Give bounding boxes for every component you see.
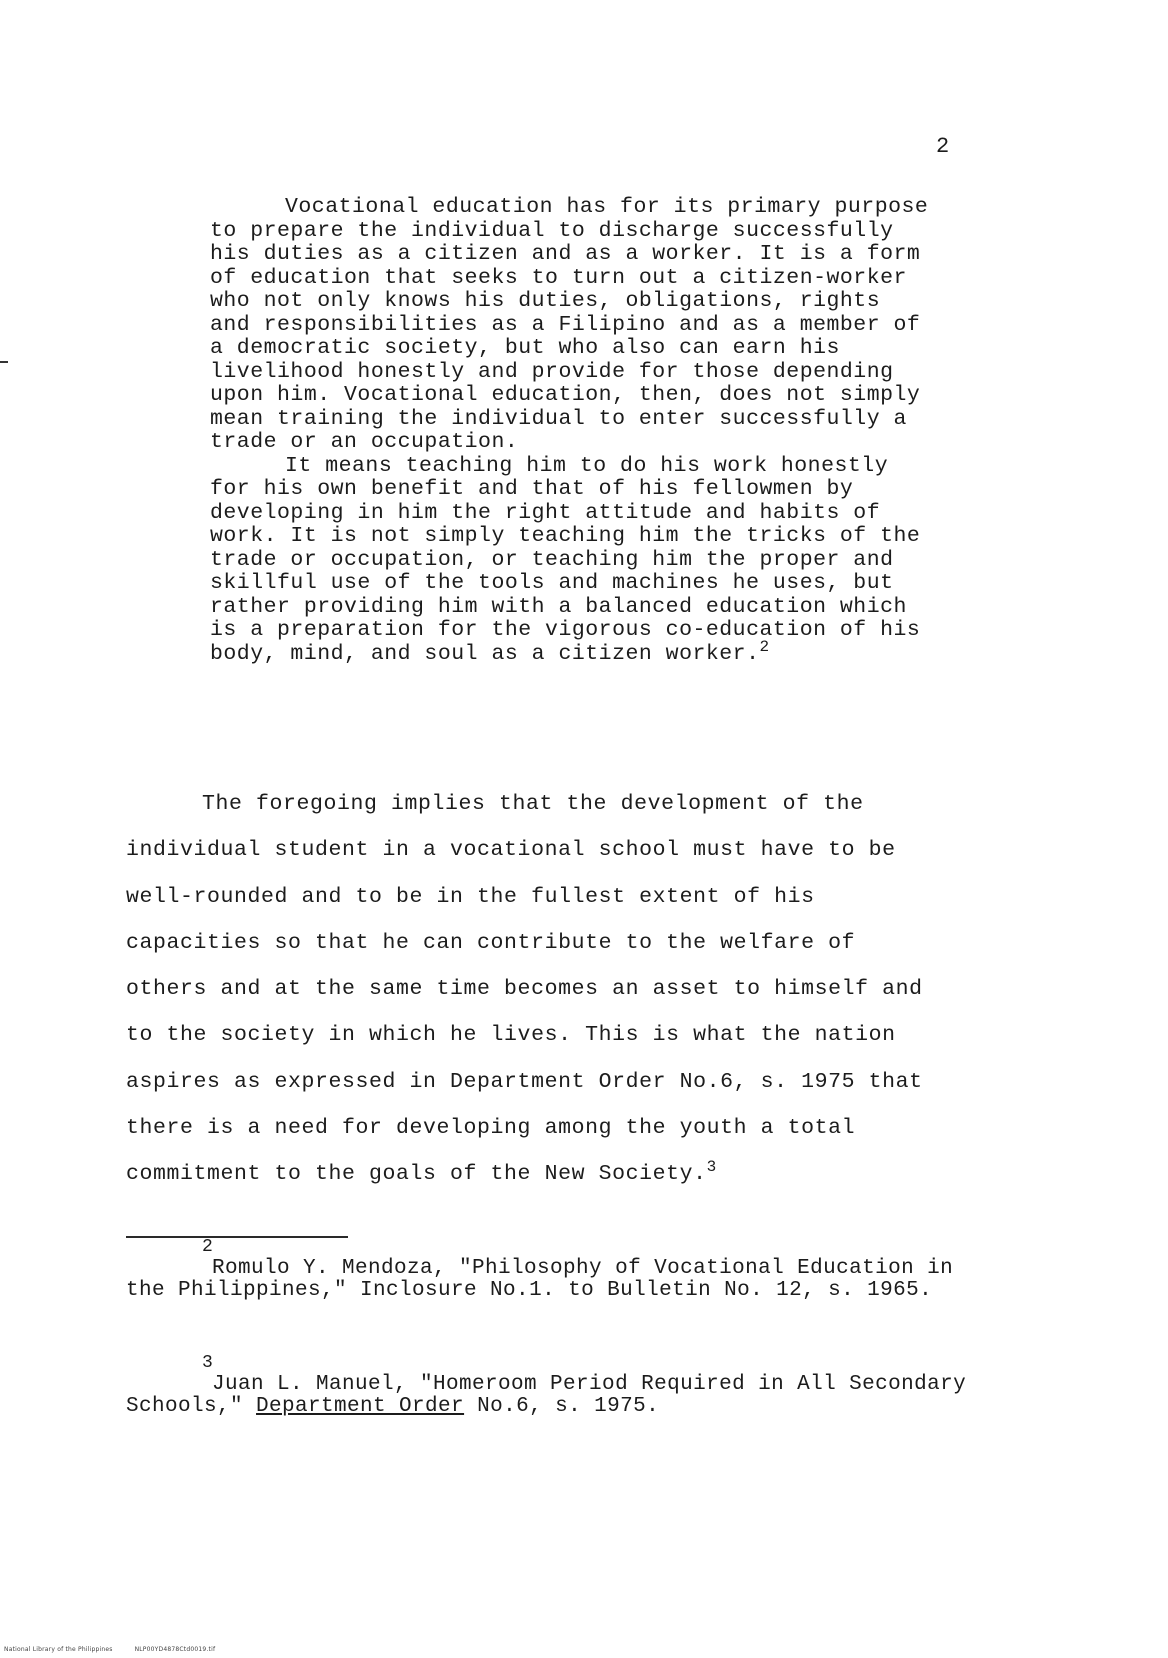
footnote-3-marker: 3 — [202, 1353, 214, 1373]
quote-paragraph-1-text: Vocational education has for its primary purpose to prepare the individual to discharge successfully his duties as a citizen and as a worker. It is a form of education that seeks to turn out a citizen-worker who not only knows his duties, obligations, rights and responsibilities as a Filipino and as a member of a democratic society, but who also can earn his livelihood honestly and provide for those depending upon him. Vocational education, then, does not simply mean training the individual to enter successfully a trade or an occupation. — [210, 195, 929, 454]
margin-mark — [0, 361, 8, 363]
footnote-3-text-before: Juan L. Manuel, "Homeroom Period Required in All Secondary Schools," — [126, 1373, 967, 1418]
quote-paragraph-1 — [210, 196, 930, 455]
footnote-2 — [126, 1236, 996, 1302]
body-paragraph-text: The foregoing implies that the development of the individual student in a vocational school must have to be well-rounded and to be in the fullest extent of his capacities so that he can contribute to the welfare of others and at the same time becomes an asset to himself and to the society in which he lives. This is what the nation aspires as expressed in Department Order No.6, s. 1975 that there is a need for developing among the youth a total commitment to the goals of the New Society. — [126, 792, 923, 1187]
quote-paragraph-2 — [210, 455, 930, 667]
body-paragraph — [126, 781, 946, 1198]
footnote-2-text: Romulo Y. Mendoza, "Philosophy of Vocational Education in the Philippines," Inclosure No.1. to Bulletin No. 12, s. 1965. — [126, 1257, 954, 1302]
footnote-3 — [126, 1352, 996, 1418]
footnote-3-underlined-title: Department Order — [256, 1395, 465, 1418]
footnote-3-text — [126, 1374, 996, 1418]
footnote-ref-3: 3 — [706, 1158, 717, 1177]
footnote-3-text-after: No.6, s. 1975. — [464, 1395, 660, 1418]
quote-paragraph-2-text: It means teaching him to do his work honestly for his own benefit and that of his fellowmen by developing in him the right attitude and habits of work. It is not simply teaching him the tricks of the trade or occupation, or teaching him the proper and skillful use of the tools and machines he uses, but rather providing him with a balanced education which is a preparation for the vigorous co-education of his body, mind, and soul as a citizen worker. — [210, 453, 921, 666]
footnote-2-marker: 2 — [202, 1237, 214, 1257]
footnote-ref-2: 2 — [759, 637, 770, 656]
scan-footer — [4, 1646, 215, 1653]
scan-footer-file-id: NLP00YD4878Ctd0019.tif — [134, 1646, 216, 1653]
scan-footer-library: National Library of the Philippines — [4, 1646, 113, 1653]
page-number: 2 — [936, 134, 950, 159]
block-quote — [210, 196, 930, 666]
